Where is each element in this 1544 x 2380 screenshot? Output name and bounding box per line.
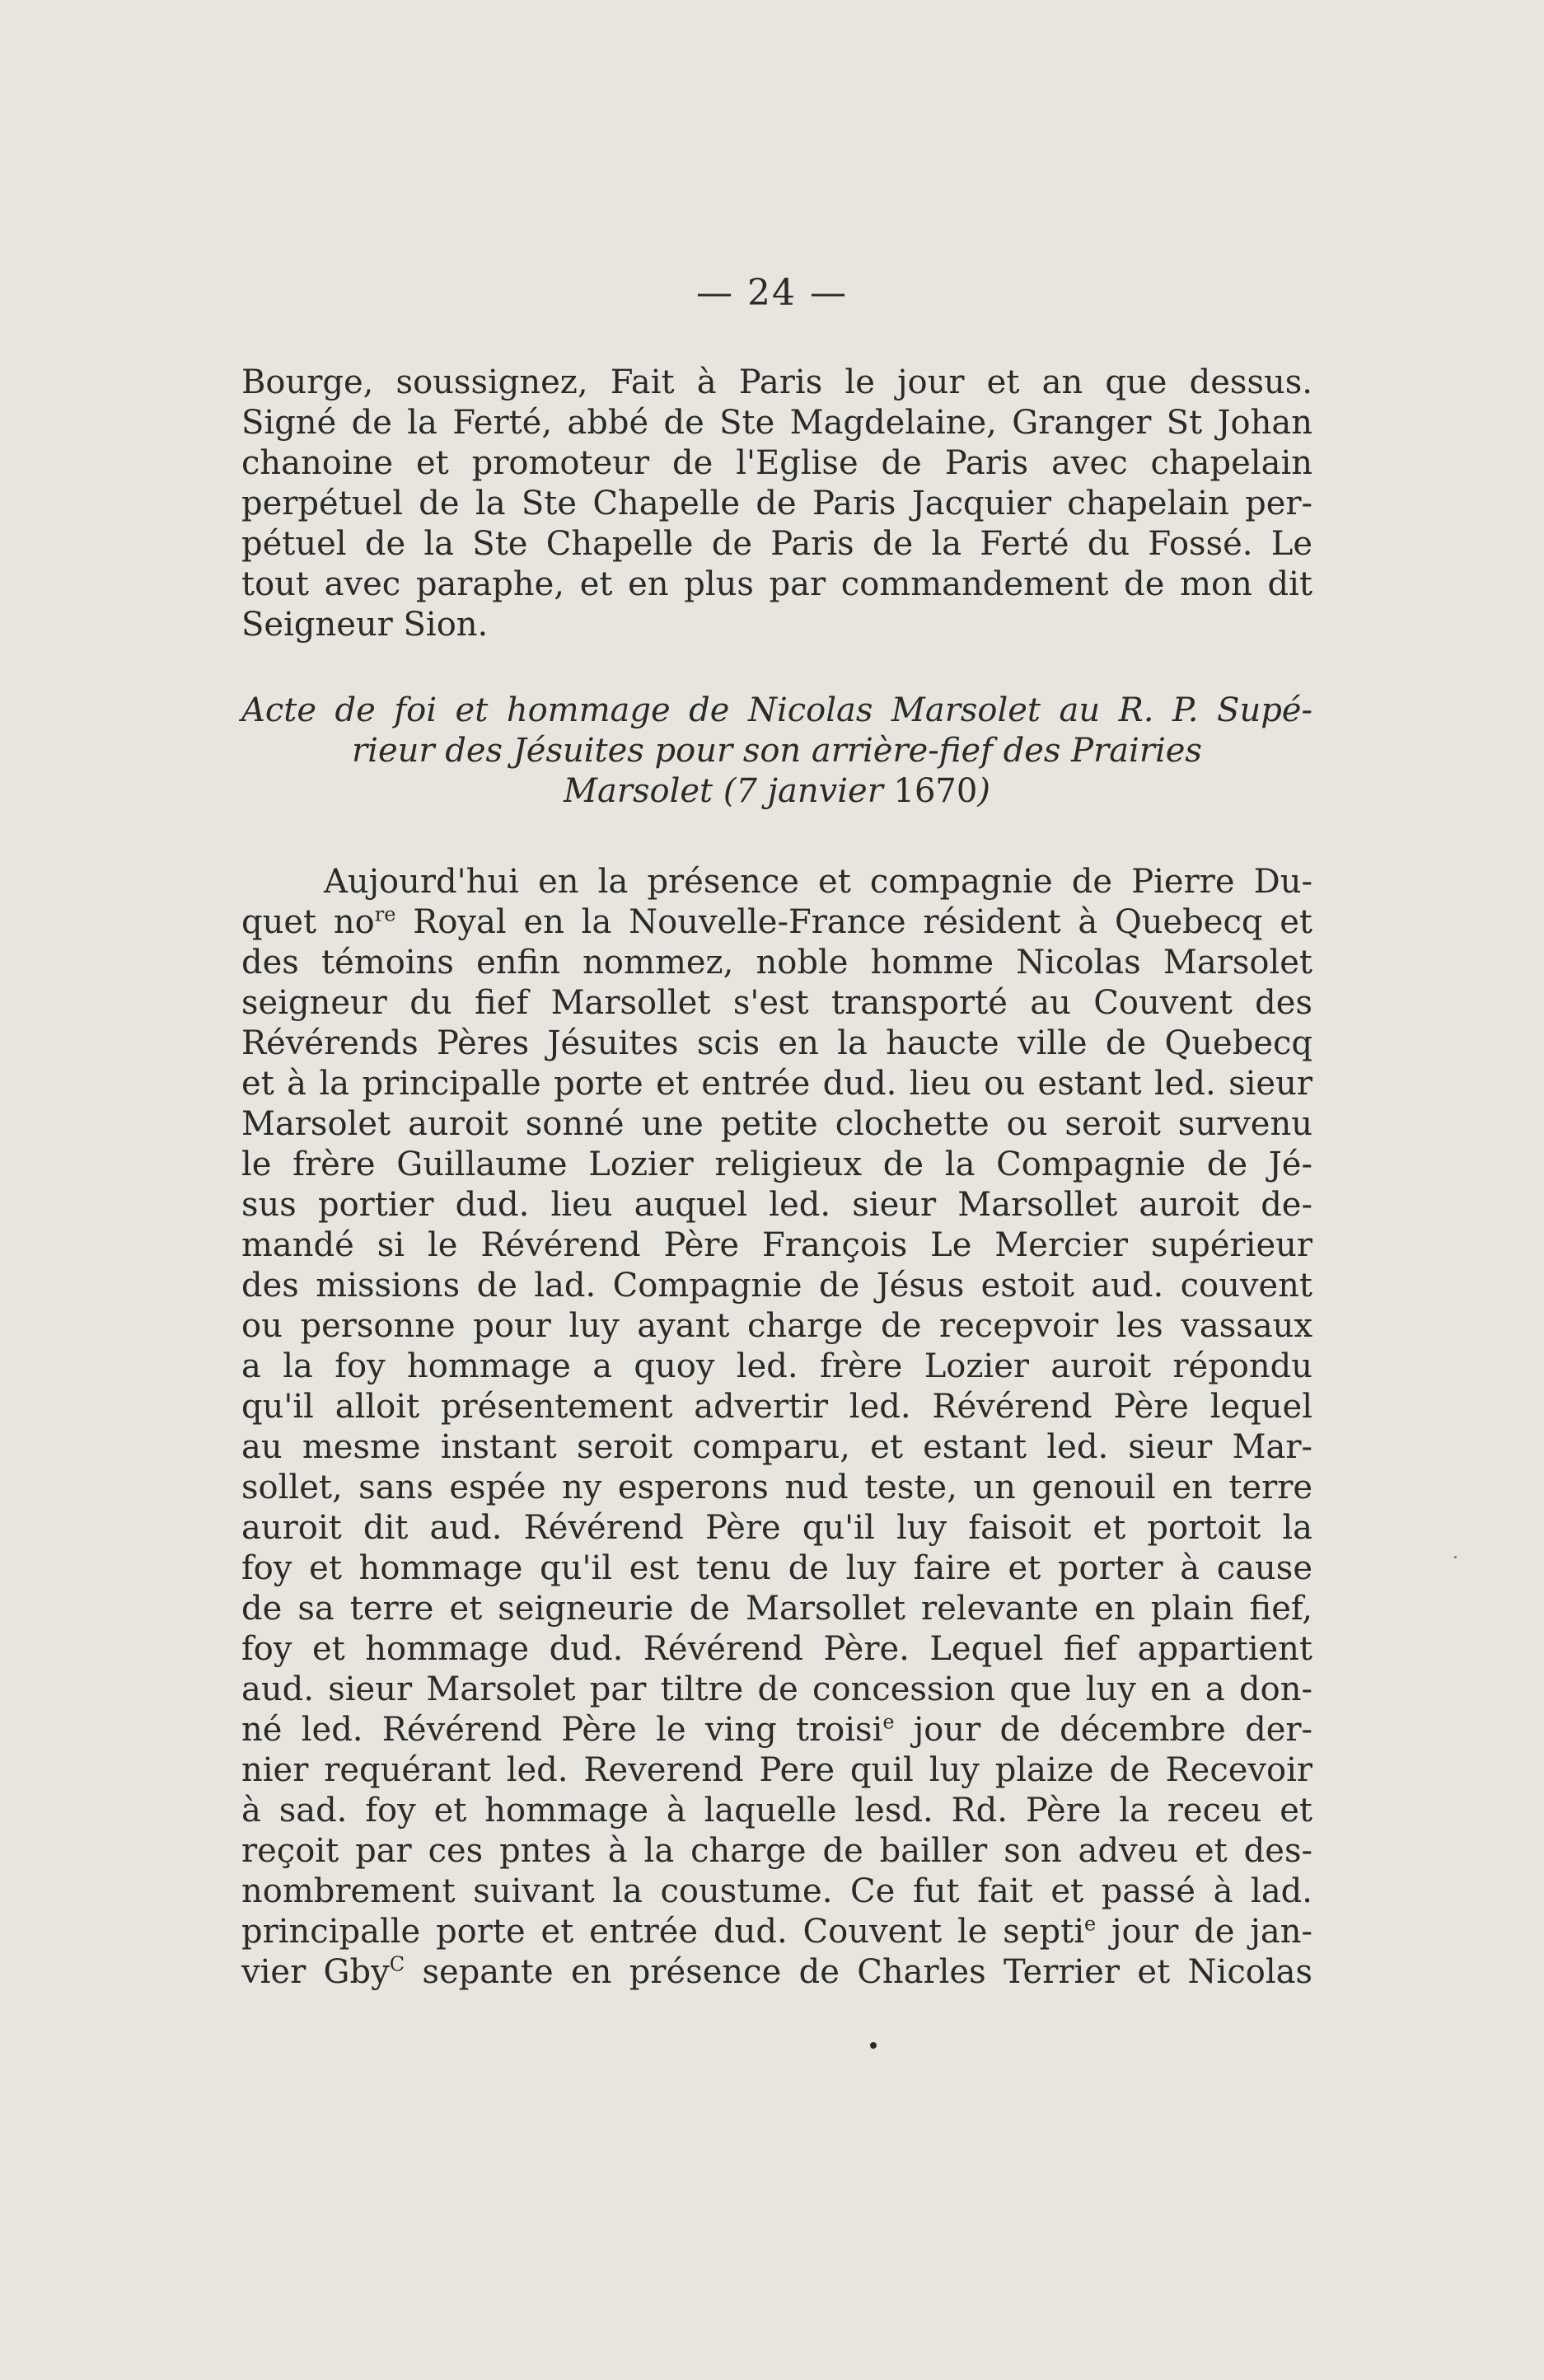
text-line: tout avec paraphe, et en plus par commandement de mon dit — [241, 565, 1312, 603]
heading-line: rieur des Jésuites pour son arrière-fief des Prairies — [352, 732, 1202, 770]
text-line: à sad. foy et hommage à laquelle lesd. Rd. Père la receu et — [241, 1792, 1312, 1830]
text-line: foy et hommage qu'il est tenu de luy faire et porter à cause — [241, 1549, 1312, 1587]
text-line: Bourge, soussignez, Fait à Paris le jour et an que dessus. — [241, 363, 1312, 401]
text-line: foy et hommage dud. Révérend Père. Lequel fief appartient — [241, 1630, 1312, 1668]
text-line: Seigneur Sion. — [241, 606, 489, 644]
text-line: ou personne pour luy ayant charge de recepvoir les vassaux — [241, 1307, 1312, 1345]
ink-speck — [1454, 1556, 1457, 1558]
heading-paren: ) — [977, 772, 990, 810]
text-span: principalle porte et entrée dud. Couvent le septi — [241, 1913, 1084, 1951]
superscript: e — [1083, 1912, 1097, 1936]
text-span: sepante en présence de Charles Terrier et Nicolas — [405, 1953, 1312, 1991]
superscript: re — [374, 902, 396, 926]
paragraph-acte — [241, 862, 1312, 1993]
heading-line: Acte de foi et hommage de Nicolas Marsolet au R. P. Supé- — [241, 691, 1312, 729]
section-heading — [241, 691, 1312, 812]
heading-year: 1670 — [882, 772, 978, 810]
text-span: quet no — [241, 903, 375, 941]
text-line: qu'il alloit présentement advertir led. Révérend Père lequel — [241, 1388, 1312, 1426]
text-line: sollet, sans espée ny esperons nud teste, un genouil en terre — [241, 1469, 1312, 1506]
text-line: sus portier dud. lieu auquel led. sieur Marsollet auroit de- — [241, 1186, 1312, 1224]
text-line: Signé de la Ferté, abbé de Ste Magdelaine, Granger St Johan — [241, 404, 1312, 442]
text-line: Marsolet auroit sonné une petite clochette ou seroit survenu — [241, 1105, 1312, 1143]
superscript: e — [882, 1710, 895, 1734]
text-line: le frère Guillaume Lozier religieux de la Compagnie de Jé- — [241, 1145, 1312, 1183]
page-number: — 24 — — [696, 272, 848, 314]
text-span: Royal en la Nouvelle-France résident à Quebecq et — [395, 903, 1313, 941]
text-line: nombrement suivant la coustume. Ce fut fait et passé à lad. — [241, 1872, 1312, 1910]
text-line: a la foy hommage a quoy led. frère Lozier auroit répondu — [241, 1347, 1312, 1385]
text-line: chanoine et promoteur de l'Eglise de Paris avec chapelain — [241, 444, 1312, 482]
paragraph-signatures — [241, 363, 1312, 645]
heading-line-date — [241, 771, 1312, 812]
heading-text: Marsolet ( — [564, 772, 737, 810]
text-line: auroit dit aud. Révérend Père qu'il luy faisoit et portoit la — [241, 1509, 1312, 1547]
text-line: mandé si le Révérend Père François Le Mercier supérieur — [241, 1226, 1312, 1264]
text-line: reçoit par ces pntes à la charge de bailler son adveu et des- — [241, 1832, 1312, 1870]
text-line — [241, 1710, 1312, 1750]
heading-date-text: 7 janvier — [736, 772, 883, 810]
text-line: des témoins enfin nommez, noble homme Nicolas Marsolet — [241, 944, 1312, 982]
text-line: seigneur du fief Marsollet s'est transporté au Couvent des — [241, 984, 1312, 1022]
text-line: aud. sieur Marsolet par tiltre de concession que luy en a don- — [241, 1670, 1312, 1708]
text-span: jour de jan- — [1096, 1913, 1312, 1951]
text-line: Aujourd'hui en la présence et compagnie de Pierre Du- — [324, 863, 1312, 901]
text-span: jour de décembre der- — [894, 1711, 1312, 1749]
text-line: des missions de lad. Compagnie de Jésus estoit aud. couvent — [241, 1267, 1312, 1305]
text-line: au mesme instant seroit comparu, et estant led. sieur Mar- — [241, 1428, 1312, 1466]
text-line: perpétuel de la Ste Chapelle de Paris Jacquier chapelain per- — [241, 485, 1312, 522]
text-span: vier Gby — [241, 1953, 390, 1991]
text-line: nier requérant led. Reverend Pere quil luy plaize de Recevoir — [241, 1751, 1312, 1789]
text-line — [241, 902, 1312, 943]
text-line — [241, 1952, 1312, 1993]
text-line: de sa terre et seigneurie de Marsollet relevante en plain fief, — [241, 1590, 1312, 1628]
superscript: C — [389, 1952, 405, 1976]
ink-dot — [870, 2042, 877, 2049]
text-line: et à la principalle porte et entrée dud. lieu ou estant led. sieur — [241, 1065, 1312, 1103]
text-line: Révérends Pères Jésuites scis en la haucte ville de Quebecq — [241, 1024, 1312, 1062]
text-span: né led. Révérend Père le ving troisi — [241, 1711, 883, 1749]
text-line — [241, 1912, 1312, 1952]
text-line: pétuel de la Ste Chapelle de Paris de la Ferté du Fossé. Le — [241, 525, 1312, 563]
